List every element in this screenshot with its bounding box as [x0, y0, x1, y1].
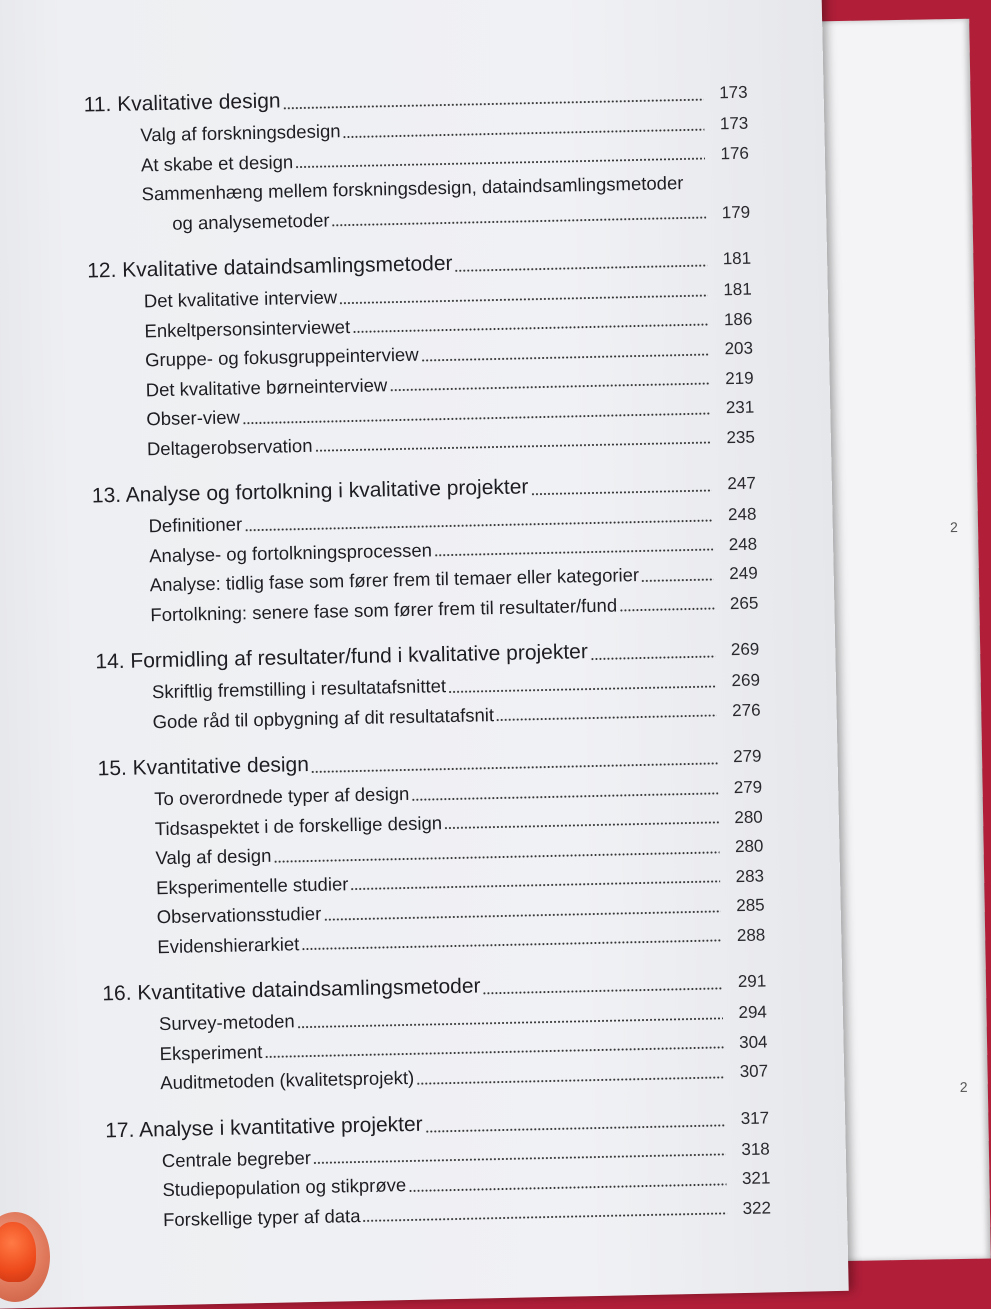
section-page-number: 249 — [729, 563, 758, 584]
chapter-page-number: 181 — [722, 248, 752, 269]
chapter-title: 13. Analyse og fortolkning i kvalitative projekter — [91, 475, 529, 508]
section-page-number: 203 — [724, 338, 754, 359]
dot-leader — [311, 762, 718, 773]
section-title: Sammenhæng mellem forskningsdesign, dataindsamlingsmetoder — [141, 172, 684, 205]
dot-leader — [590, 655, 715, 660]
section-page-number: 265 — [729, 593, 759, 613]
dot-leader — [295, 158, 705, 169]
section-page-number: 235 — [726, 427, 756, 447]
dot-leader — [297, 1017, 723, 1028]
section-title: og analysemetoder — [171, 208, 330, 234]
section-title: Forskellige typer af data — [162, 1204, 361, 1230]
section-title: Eksperimentelle studier — [155, 872, 349, 898]
section-title: Evidenshierarkiet — [157, 932, 300, 957]
section-title: Definitioner — [148, 513, 243, 537]
section-page-number: 283 — [735, 865, 765, 886]
section-title: At skabe et design — [140, 150, 294, 175]
dot-leader — [350, 880, 720, 890]
chapter-title: 14. Formidling af resultater/fund i kvalitative projekter — [95, 640, 589, 674]
toc-chapter — [105, 1100, 807, 1235]
section-title: Analyse- og fortolkningsprocessen — [148, 538, 433, 566]
section-page-number: 307 — [739, 1061, 769, 1082]
section-page-number: 181 — [723, 279, 752, 300]
section-page-number: 179 — [721, 202, 751, 222]
dot-leader — [531, 489, 712, 495]
chapter-title: 11. Kvalitative design — [83, 89, 281, 117]
section-title: Deltagerobservation — [146, 434, 313, 459]
section-page-number: 318 — [741, 1138, 770, 1159]
chapter-title: 16. Kvantitative dataindsamlingsmetoder — [102, 974, 481, 1006]
section-page-number: 280 — [734, 836, 764, 857]
dot-leader — [619, 607, 714, 611]
dot-leader — [242, 412, 710, 424]
dot-leader — [444, 821, 719, 829]
section-page-number: 322 — [742, 1197, 772, 1218]
dot-leader — [416, 1076, 724, 1084]
section-title: Valg af design — [155, 844, 272, 869]
section-page-number: 276 — [731, 700, 761, 720]
table-of-contents — [83, 75, 807, 1251]
dot-leader — [641, 578, 714, 582]
section-title: Skriftlig fremstilling i resultatafsnittet — [151, 675, 447, 703]
section-title: Observationsstudier — [156, 902, 322, 928]
section-title: Fortolkning: senere fase som fører frem til resultater/fund — [150, 594, 618, 625]
facing-page-mark: 2 — [959, 1078, 968, 1096]
section-title: To overordnede typer af design — [154, 782, 410, 810]
section-title: Det kvalitative børneinterview — [145, 373, 388, 400]
dot-leader — [363, 1212, 728, 1222]
section-page-number: 304 — [738, 1031, 768, 1052]
chapter-title: 17. Analyse i kvantitative projekter — [104, 1112, 423, 1142]
dot-leader — [352, 324, 708, 333]
section-page-number: 176 — [720, 143, 750, 163]
dot-leader — [421, 353, 709, 361]
dot-leader — [448, 685, 716, 693]
section-title: Enkeltpersonsinterviewet — [144, 315, 351, 341]
chapter-page-number: 247 — [727, 473, 756, 494]
toc-chapter — [92, 466, 795, 631]
section-page-number: 280 — [734, 806, 763, 827]
chapter-page-number: 291 — [737, 971, 767, 992]
dot-leader — [315, 441, 711, 451]
chapter-page-number: 279 — [732, 746, 762, 767]
section-page-number: 294 — [738, 1002, 768, 1023]
dot-leader — [244, 519, 712, 531]
section-title: Eksperiment — [159, 1040, 263, 1064]
section-page-number: 321 — [741, 1168, 771, 1189]
dot-leader — [339, 294, 708, 304]
toc-chapter — [83, 75, 786, 240]
section-page-number: 186 — [723, 309, 753, 329]
section-page-number: 219 — [725, 368, 754, 388]
toc-chapter — [95, 632, 797, 738]
dot-leader — [434, 548, 713, 556]
section-title: Valg af forskningsdesign — [140, 120, 341, 146]
dot-leader — [343, 128, 705, 138]
dot-leader — [265, 1046, 724, 1058]
dot-leader — [483, 987, 723, 994]
section-title: Obser-view — [146, 406, 241, 430]
dot-leader — [273, 851, 719, 862]
section-title: Tidsaspektet i de forskellige design — [154, 811, 443, 839]
toc-chapter — [87, 241, 791, 465]
section-page-number: 269 — [731, 670, 761, 691]
dot-leader — [283, 99, 704, 110]
section-page-number: 248 — [727, 504, 757, 525]
dot-leader — [323, 910, 720, 920]
section-page-number: 248 — [728, 534, 758, 554]
section-title: Survey-metoden — [158, 1010, 295, 1035]
section-title: Gode råd til opbygning af dit resultatafsnit — [152, 703, 495, 732]
section-page-number: 288 — [736, 924, 766, 945]
section-title: Studiepopulation og stikprøve — [162, 1174, 407, 1201]
dot-leader — [332, 217, 707, 227]
section-title: Analyse: tidlig fase som fører frem til temaer eller kategorier — [149, 564, 640, 596]
dot-leader — [301, 939, 721, 950]
chapter-page-number: 173 — [719, 82, 748, 103]
section-page-number: 285 — [736, 895, 765, 916]
chapter-title: 15. Kvantitative design — [97, 752, 310, 781]
chapter-page-number: 317 — [740, 1107, 770, 1128]
section-title: Auditmetoden (kvalitetsprojekt) — [159, 1066, 415, 1094]
section-title: Gruppe- og fokusgruppeinterview — [144, 343, 419, 371]
section-page-number: 279 — [733, 777, 763, 798]
toc-chapter — [97, 739, 801, 963]
section-page-number: 231 — [725, 397, 755, 418]
toc-chapter — [102, 964, 804, 1099]
dot-leader — [313, 1153, 726, 1164]
section-page-number: 173 — [719, 113, 749, 134]
dot-leader — [496, 714, 717, 721]
dot-leader — [408, 1183, 726, 1192]
section-title: Det kvalitative interview — [143, 286, 338, 312]
dot-leader — [455, 265, 708, 272]
dot-leader — [425, 1124, 725, 1132]
dot-leader — [389, 383, 709, 392]
chapter-page-number: 269 — [730, 639, 760, 660]
section-title: Centrale begreber — [161, 1146, 312, 1171]
facing-page-mark: 2 — [949, 518, 958, 536]
dot-leader — [411, 792, 718, 800]
chapter-title: 12. Kvalitative dataindsamlingsmetoder — [86, 251, 453, 283]
